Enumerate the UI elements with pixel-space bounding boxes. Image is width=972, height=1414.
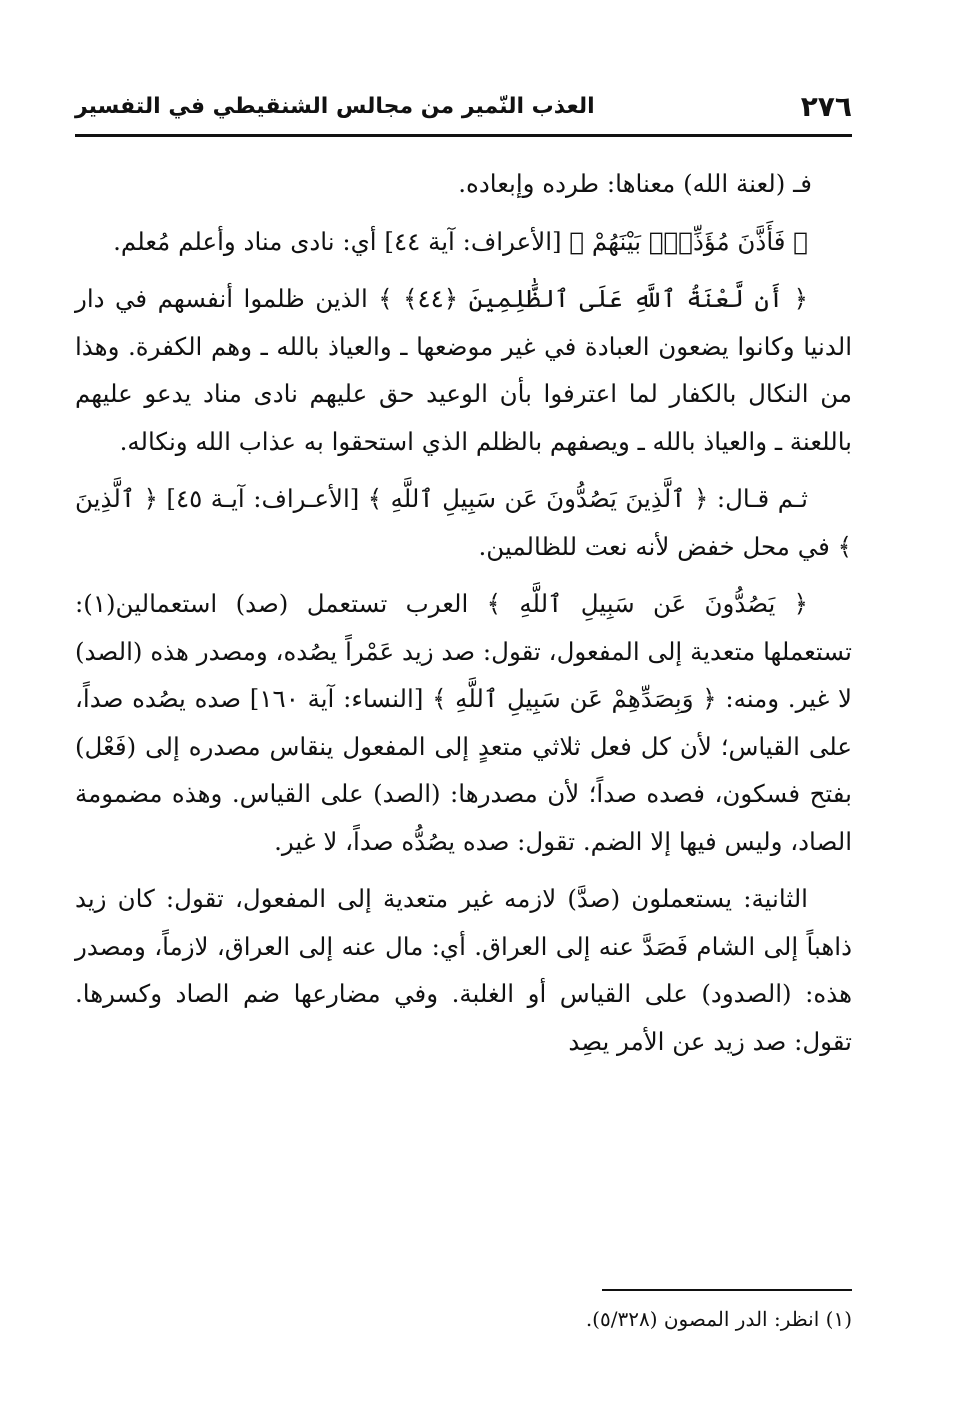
paragraph: فـ (لعنة الله) معناها: طرده وإبعاده. [458,169,812,198]
paragraph: ﴿ أَن لَّعْنَةُ ٱللَّهِ عَلَى ٱلظَّٰلِمِينَ ﴿٤٤﴾ ﴾ الذين ظلموا أنفسهم في دار الدنيا وكانوا يضعون العبادة في غير موضعها ـ والعياذ بالله ـ وهم الكفرة. وهذا من النكال بالكفار لما اعترفوا بأن الوعيد حق عليهم نادى مناد يدعو عليهم باللعنة ـ والعياذ بالله ـ ويصفهم بالظلم الذي استحقوا به عذاب الله ونكاله. [75,284,852,456]
paragraph: ثـم قـال: ﴿ ٱلَّذِينَ يَصُدُّونَ عَن سَبِيلِ ٱللَّهِ ﴾ [الأعـراف: آيـة ٤٥] ﴿ ٱلَّذِينَ ﴾ في محل خفض لأنه نعت للظالمين. [75,484,852,561]
running-title: العذب النّمير من مجالس الشنقيطي في التفسير [75,94,595,119]
page-body [75,160,852,1075]
paragraph: الثانية: يستعملون (صدَّ) لازمه غير متعدية إلى المفعول، تقول: كان زيد ذاهباً إلى الشام فَصَدَّ عنه إلى العراق. أي: مال عنه إلى العراق، لازماً، ومصدر هذه: (الصدود) على القياس أو الغلبة. وفي مضارعها ضم الصاد وكسرها. تقول: صد زيد عن الأمر يصِد [75,884,852,1056]
page-header [75,88,852,137]
paragraph: ﴿ فَأَذَّنَ مُؤَذِّنٌۢ بَيْنَهُمْ ﴾ [الأعراف: آية ٤٤] أي: نادى مناد وأعلم مُعلم. [113,226,808,256]
footnote: (١) انظر: الدر المصون (٥/٣٢٨). [585,1307,852,1331]
page-number: ٢٧٦ [800,90,852,123]
paragraph: ﴿ يَصُدُّونَ عَن سَبِيلِ ٱللَّهِ ﴾ العرب تستعمل (صد) استعمالين(١): تستعملها متعدية إلى المفعول، تقول: صد زيد عَمْراً يصُده، ومصدر هذه (الصد) لا غير. ومنه: ﴿ وَبِصَدِّهِمْ عَن سَبِيلِ ٱللَّهِ ﴾ [النساء: آية ١٦٠] صده يصُده صداً، على القياس؛ لأن كل فعل ثلاثي متعدٍ إلى المفعول ينقاس مصدره إلى (فَعْل) بفتح فسكون، فصده صداً؛ لأن مصدرها: (الصد) على القياس. وهذه مضمومة الصاد، وليس فيها إلا الضم. تقول: صده يصُدُّه صداً، لا غير. [75,589,852,856]
footnote-separator [602,1289,852,1291]
